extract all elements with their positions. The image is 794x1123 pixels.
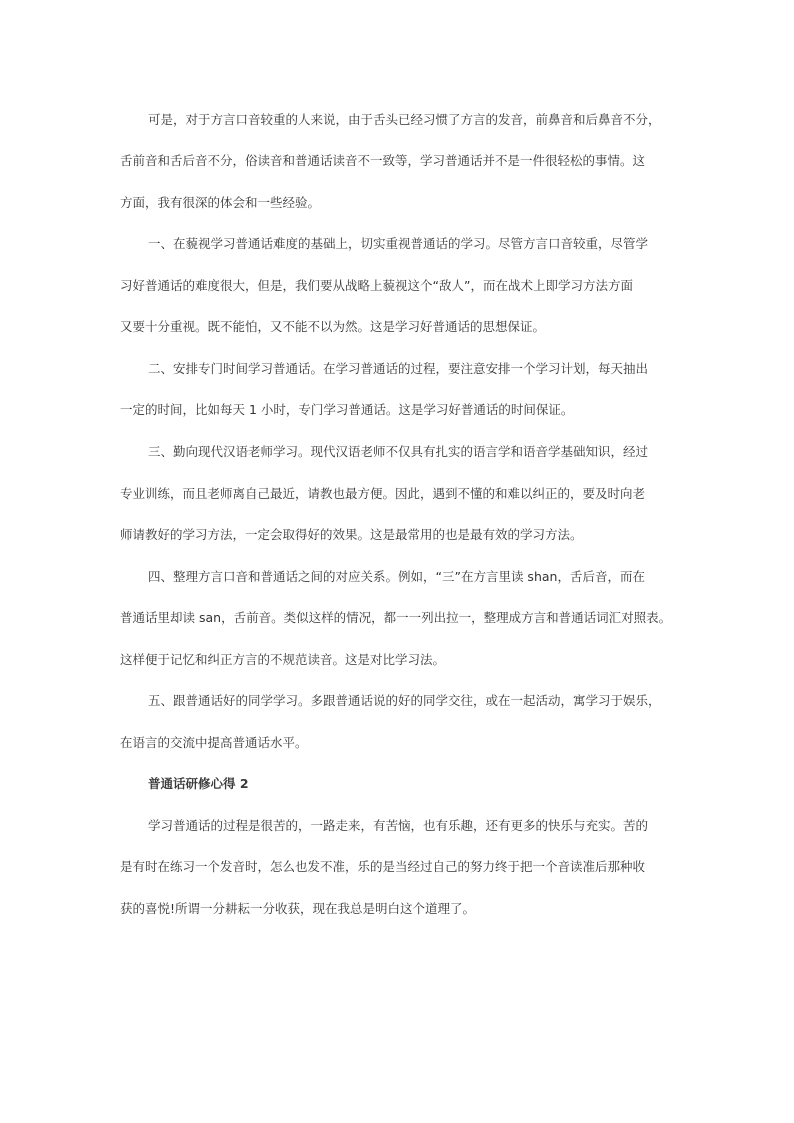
paragraph-line: 普通话里却读 san，舌前音。类似这样的情况，都一一列出拉一，整理成方言和普通话词汇对照表。 xyxy=(120,610,672,625)
paragraph-line: 方面，我有很深的体会和一些经验。 xyxy=(120,195,321,210)
paragraph-line: 在语言的交流中提高普通话水平。 xyxy=(120,735,308,750)
paragraph-line: 舌前音和舌后音不分，俗读音和普通话读音不一致等，学习普通话并不是一件很轻松的事情。这 xyxy=(120,153,646,168)
paragraph-line: 这样便于记忆和纠正方言的不规范读音。这是对比学习法。 xyxy=(120,652,446,667)
paragraph-line: 是有时在练习一个发音时，怎么也发不准，乐的是当经过自己的努力终于把一个音读准后那种收 xyxy=(120,859,646,874)
paragraph-line: 获的喜悦!所谓一分耕耘一分收获，现在我总是明白这个道理了。 xyxy=(120,901,476,916)
paragraph-line: 三、勤向现代汉语老师学习。现代汉语老师不仅具有扎实的语言学和语音学基础知识，经过 xyxy=(148,444,649,459)
paragraph-line: 四、整理方言口音和普通话之间的对应关系。例如，“三”在方言里读 shan，舌后音，而在 xyxy=(148,569,645,584)
paragraph-line: 又要十分重视。既不能怕，又不能不以为然。这是学习好普通话的思想保证。 xyxy=(120,319,546,334)
paragraph-line: 学习普通话的过程是很苦的，一路走来，有苦恼，也有乐趣，还有更多的快乐与充实。苦的 xyxy=(148,818,649,833)
section-heading: 普通话研修心得 2 xyxy=(148,776,249,791)
paragraph-line: 五、跟普通话好的同学学习。多跟普通话说的好的同学交往，或在一起活动，寓学习于娱乐， xyxy=(148,693,661,708)
paragraph-line: 专业训练，而且老师离自己最近，请教也最方便。因此，遇到不懂的和难以纠正的，要及时向老 xyxy=(120,486,646,501)
paragraph-line: 习好普通话的难度很大，但是，我们要从战略上藐视这个“敌人”，而在战术上即学习方法方面 xyxy=(120,278,633,293)
paragraph-line: 一、在藐视学习普通话难度的基础上，切实重视普通话的学习。尽管方言口音较重，尽管学 xyxy=(148,236,649,251)
paragraph-line: 二、安排专门时间学习普通话。在学习普通话的过程，要注意安排一个学习计划，每天抽出 xyxy=(148,361,649,376)
paragraph-line: 一定的时间，比如每天 1 小时，专门学习普通话。这是学习好普通话的时间保证。 xyxy=(120,402,574,417)
paragraph-line: 可是，对于方言口音较重的人来说，由于舌头已经习惯了方言的发音，前鼻音和后鼻音不分， xyxy=(148,112,661,127)
paragraph-line: 师请教好的学习方法，一定会取得好的效果。这是最常用的也是最有效的学习方法。 xyxy=(120,527,583,542)
